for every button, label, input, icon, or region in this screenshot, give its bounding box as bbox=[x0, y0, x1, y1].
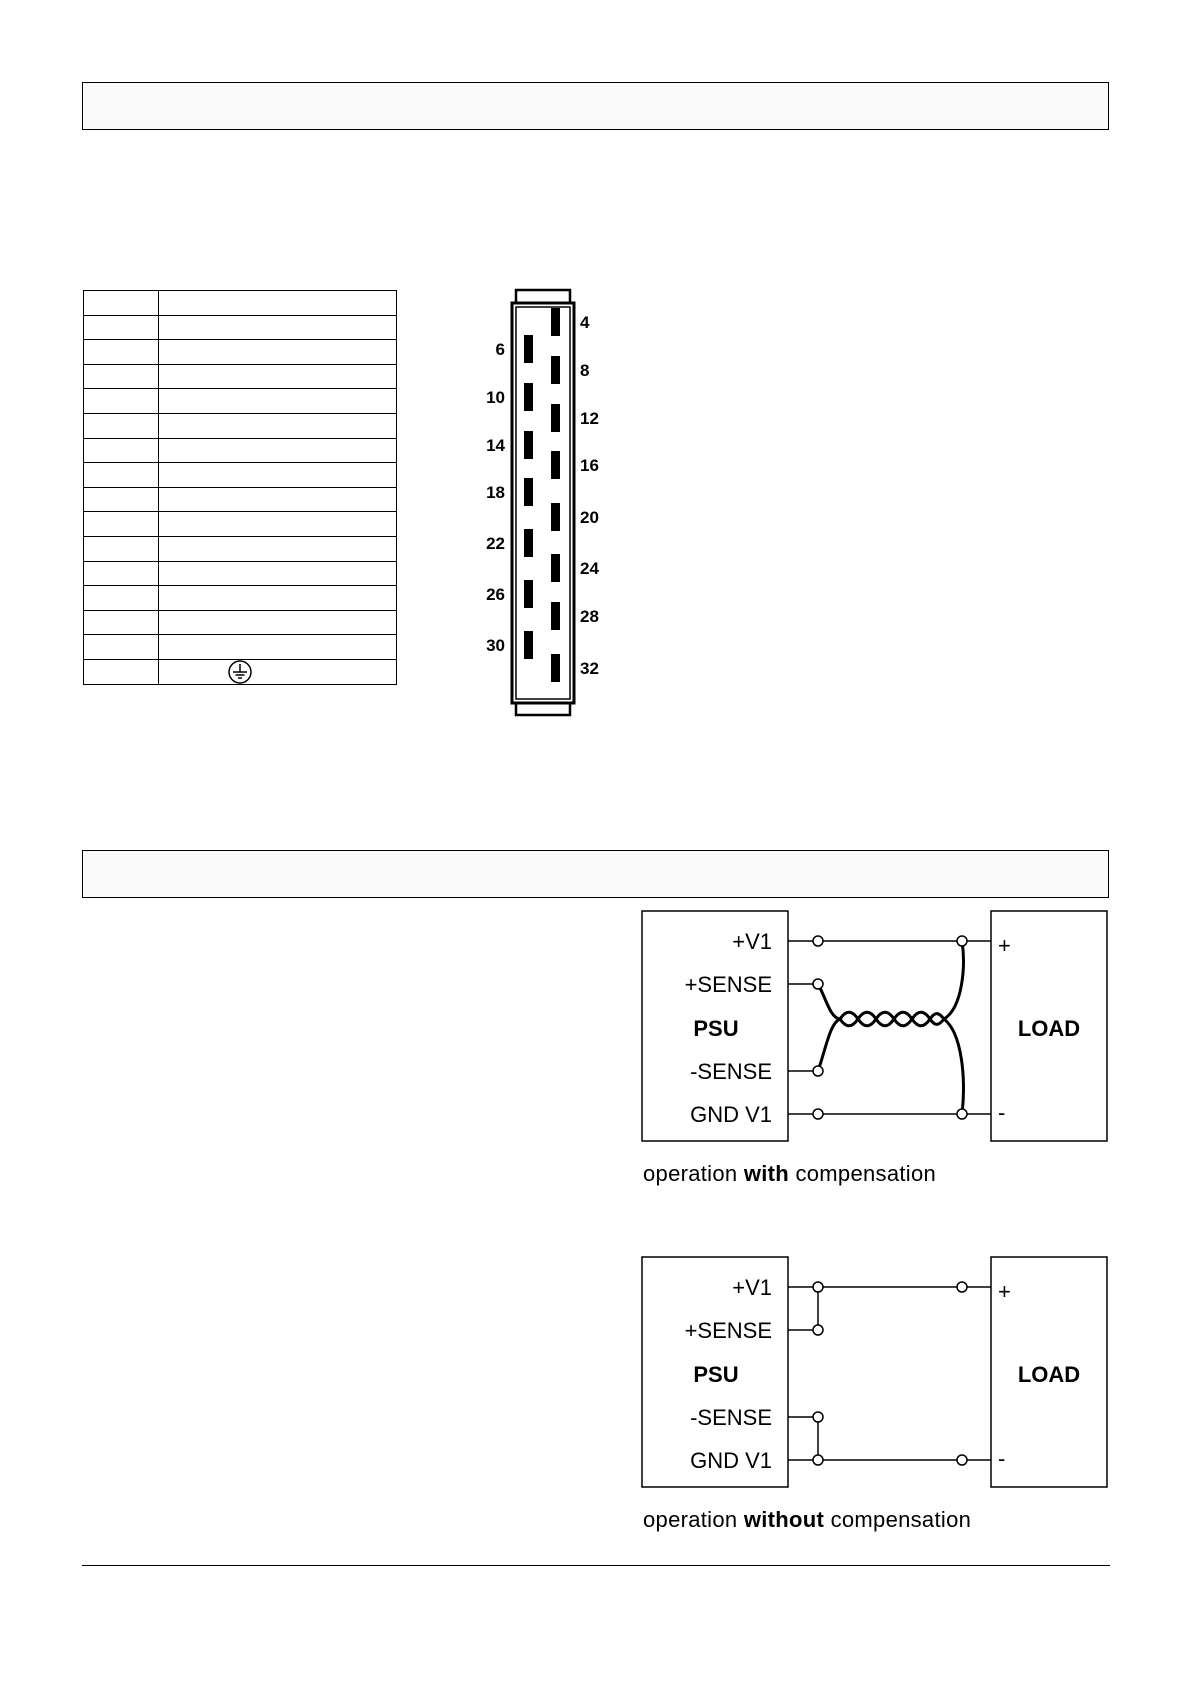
terminal bbox=[813, 1325, 823, 1335]
psu-label-sense-minus: -SENSE bbox=[690, 1059, 772, 1084]
connector-pin-label: 18 bbox=[486, 483, 505, 502]
table-cell bbox=[159, 315, 397, 340]
table-row bbox=[84, 340, 397, 365]
table-row bbox=[84, 512, 397, 537]
table-row bbox=[84, 364, 397, 389]
psu-label-gnd: GND V1 bbox=[690, 1448, 772, 1473]
footer-rule bbox=[82, 1565, 1110, 1566]
psu-label: PSU bbox=[693, 1016, 739, 1041]
section-header-sense bbox=[82, 850, 1109, 898]
table-cell bbox=[159, 487, 397, 512]
terminal bbox=[957, 1455, 967, 1465]
connector-pin bbox=[524, 580, 533, 608]
terminal bbox=[813, 1412, 823, 1422]
diagram-with-compensation bbox=[640, 908, 1120, 1148]
connector-pin bbox=[524, 631, 533, 659]
table-row bbox=[84, 291, 397, 316]
load-plus-label: + bbox=[998, 933, 1011, 958]
connector-pin bbox=[551, 356, 560, 384]
psu-label-gnd: GND V1 bbox=[690, 1102, 772, 1127]
terminal bbox=[813, 979, 823, 989]
connector-pin-label: 4 bbox=[580, 313, 590, 332]
table-row bbox=[84, 389, 397, 414]
table-row bbox=[84, 413, 397, 438]
connector-pin-label: 28 bbox=[580, 607, 599, 626]
table-cell bbox=[84, 364, 159, 389]
table-cell bbox=[84, 463, 159, 488]
connector-pin bbox=[524, 335, 533, 363]
connector-pin-label: 24 bbox=[580, 559, 599, 578]
table-cell bbox=[159, 463, 397, 488]
terminal bbox=[813, 936, 823, 946]
table-row bbox=[84, 463, 397, 488]
table-cell bbox=[159, 512, 397, 537]
table-cell bbox=[159, 561, 397, 586]
table-cell bbox=[159, 438, 397, 463]
connector-pin-label: 22 bbox=[486, 534, 505, 553]
connector-pin bbox=[551, 503, 560, 531]
table-row bbox=[84, 536, 397, 561]
pin-assignment-table bbox=[83, 290, 397, 685]
table-cell bbox=[84, 340, 159, 365]
table-cell bbox=[159, 364, 397, 389]
table-cell bbox=[84, 561, 159, 586]
diagram-without-compensation bbox=[640, 1254, 1120, 1494]
table-cell bbox=[159, 610, 397, 635]
connector-pin bbox=[524, 383, 533, 411]
table-row bbox=[84, 610, 397, 635]
table-cell bbox=[159, 586, 397, 611]
terminal bbox=[813, 1282, 823, 1292]
connector-pin bbox=[524, 529, 533, 557]
table-cell bbox=[84, 413, 159, 438]
connector-pin-label: 6 bbox=[495, 340, 505, 359]
caption-with-compensation: operation with compensation bbox=[643, 1161, 937, 1186]
terminal bbox=[813, 1455, 823, 1465]
connector-pin-label: 14 bbox=[486, 436, 505, 455]
twisted-pair bbox=[818, 941, 963, 1114]
table-cell bbox=[84, 586, 159, 611]
connector-pin bbox=[551, 654, 560, 682]
connector-pin bbox=[551, 308, 560, 336]
connector-pin-label: 12 bbox=[580, 409, 599, 428]
table-row bbox=[84, 315, 397, 340]
connector-pin-label: 32 bbox=[580, 659, 599, 678]
table-cell bbox=[84, 315, 159, 340]
table-cell bbox=[84, 536, 159, 561]
table-cell bbox=[84, 487, 159, 512]
table-cell bbox=[159, 413, 397, 438]
table-row bbox=[84, 586, 397, 611]
psu-label-sense-plus: +SENSE bbox=[684, 1318, 772, 1343]
table-cell bbox=[84, 291, 159, 316]
table-cell bbox=[159, 389, 397, 414]
load-label: LOAD bbox=[1017, 1016, 1081, 1041]
psu-label-sense-minus: -SENSE bbox=[690, 1405, 772, 1430]
connector-pin bbox=[524, 431, 533, 459]
table-cell bbox=[84, 659, 159, 684]
table-row bbox=[84, 659, 397, 684]
table-row bbox=[84, 438, 397, 463]
connector-pin-label: 16 bbox=[580, 456, 599, 475]
connector-pin-label: 10 bbox=[486, 388, 505, 407]
terminal bbox=[957, 1282, 967, 1292]
table-row bbox=[84, 635, 397, 660]
table-cell bbox=[159, 635, 397, 660]
connector-pin-label: 30 bbox=[486, 636, 505, 655]
load-label: LOAD bbox=[1017, 1362, 1081, 1387]
table-row bbox=[84, 487, 397, 512]
connector-diagram bbox=[470, 285, 610, 725]
psu-label-v1: +V1 bbox=[732, 1275, 772, 1300]
connector-pin bbox=[551, 404, 560, 432]
psu-label-v1: +V1 bbox=[732, 929, 772, 954]
table-cell bbox=[84, 389, 159, 414]
table-cell bbox=[159, 659, 397, 684]
table-cell bbox=[159, 291, 397, 316]
section-header-connector bbox=[82, 82, 1109, 130]
caption-without-compensation: operation without compensation bbox=[643, 1507, 972, 1532]
load-plus-label: + bbox=[998, 1279, 1011, 1304]
connector-pin-label: 20 bbox=[580, 508, 599, 527]
connector-pin bbox=[551, 451, 560, 479]
table-cell bbox=[159, 340, 397, 365]
terminal bbox=[957, 936, 967, 946]
connector-pin bbox=[551, 602, 560, 630]
connector-pin-label: 8 bbox=[580, 361, 590, 380]
protective-earth-icon bbox=[226, 660, 254, 684]
table-row bbox=[84, 561, 397, 586]
table-cell bbox=[84, 512, 159, 537]
load-minus-label: - bbox=[998, 1446, 1006, 1471]
connector-pin bbox=[551, 554, 560, 582]
terminal bbox=[813, 1066, 823, 1076]
terminal bbox=[957, 1109, 967, 1119]
table-cell bbox=[84, 635, 159, 660]
psu-label-sense-plus: +SENSE bbox=[684, 972, 772, 997]
table-cell bbox=[84, 610, 159, 635]
connector-pin-label: 26 bbox=[486, 585, 505, 604]
terminal bbox=[813, 1109, 823, 1119]
table-cell bbox=[159, 536, 397, 561]
load-minus-label: - bbox=[998, 1100, 1006, 1125]
connector-body bbox=[512, 290, 574, 715]
table-cell bbox=[84, 438, 159, 463]
connector-pin bbox=[524, 478, 533, 506]
psu-label: PSU bbox=[693, 1362, 739, 1387]
